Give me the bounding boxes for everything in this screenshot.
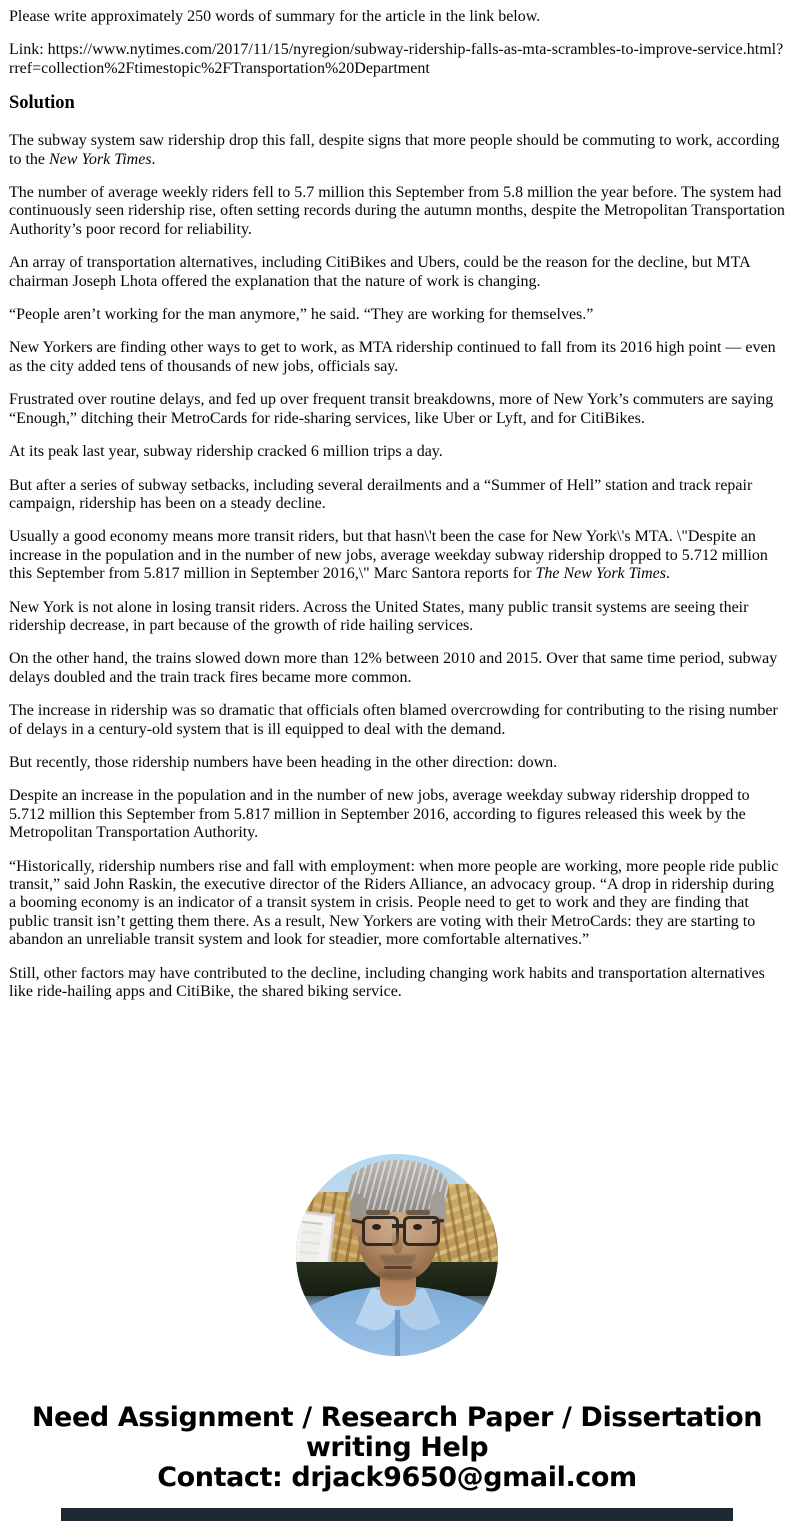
author-photo-wrap xyxy=(296,1154,498,1356)
publication-name-italic: The New York Times xyxy=(535,565,666,583)
paragraph-text: “People aren’t working for the man anymore,” he said. “They are working for themselves.” xyxy=(9,306,594,324)
eyebrow-right xyxy=(406,1210,430,1215)
article-paragraph xyxy=(9,754,785,772)
publication-name-italic: New York Times xyxy=(49,150,152,168)
article-paragraph xyxy=(9,132,785,169)
article-paragraph xyxy=(9,528,785,583)
paragraph-text: Despite an increase in the population and in the number of new jobs, average weekday subway ridership dropped to 5.712 million this September from 5.817 million in September 2016, according to figures released this week by the Metropolitan Transportation Authority. xyxy=(9,787,750,842)
article-paragraph xyxy=(9,391,785,428)
article-paragraph xyxy=(9,965,785,1002)
article-paragraph xyxy=(9,599,785,636)
article-paragraph xyxy=(9,702,785,739)
mouth xyxy=(384,1266,412,1269)
paragraph-text: But after a series of subway setbacks, including several derailments and a “Summer of Hell” station and track repair campaign, ridership has been on a steady decline. xyxy=(9,476,753,512)
article-link-url[interactable]: Link: https://www.nytimes.com/2017/11/15/nyregion/subway-ridership-falls-as-mta-scrambles-to-improve-service.html?rref=collection%2Ftimestopic%2FTransportation%20Department xyxy=(9,41,784,77)
paragraph-text: . xyxy=(665,565,670,583)
paragraph-text: The number of average weekly riders fell to 5.7 million this September from 5.8 million the year before. The system had continuously seen ridership rise, often setting records during the autumn months, despite the Metropolitan Transportation Authority’s poor record for reliability. xyxy=(9,184,785,238)
shirt-placket xyxy=(395,1310,400,1356)
article-paragraph xyxy=(9,306,785,324)
paragraph-text: The subway system saw ridership drop this fall, despite signs that more people should be commuting to work, according to the xyxy=(9,132,780,168)
article-paragraph xyxy=(9,254,785,291)
paragraph-text: New Yorkers are finding other ways to get to work, as MTA ridership continued to fall from its 2016 high point — even as the city added tens of thousands of new jobs, officials say. xyxy=(9,339,776,375)
bottom-bar xyxy=(61,1508,733,1521)
footer-help-text: Need Assignment / Research Paper / Dissertation writing Help xyxy=(31,1402,763,1464)
paragraph-text: Usually a good economy means more transit riders, but that hasn\'t been the case for New York\'s MTA. \"Despite an increase in the population and in the number of new jobs, average weekday subway ridership dropped to 5.712 million this September from 5.817 million in September 2016,\" Marc Santora reports for xyxy=(9,528,768,583)
paragraph-text: Still, other factors may have contributed to the decline, including changing work habits and transportation alternatives like ride-hailing apps and CitiBike, the shared biking service. xyxy=(9,964,765,1001)
paragraph-text: An array of transportation alternatives, including CitiBikes and Ubers, could be the reason for the decline, but MTA chairman Joseph Lhota offered the explanation that the nature of work is changing. xyxy=(9,254,750,290)
article-paragraph xyxy=(9,787,785,842)
solution-heading: Solution xyxy=(9,93,75,114)
article-paragraph xyxy=(9,477,785,514)
paragraph-text: . xyxy=(151,150,156,168)
article xyxy=(9,8,785,1001)
eyebrow-left xyxy=(366,1210,390,1215)
footer-contact-email[interactable]: Contact: drjack9650@gmail.com xyxy=(157,1462,637,1494)
prompt-text: Please write approximately 250 words of summary for the article in the link below. xyxy=(9,8,541,25)
article-paragraph xyxy=(9,339,785,376)
paragraph-text: New York is not alone in losing transit riders. Across the United States, many public transit systems are seeing their ridership decrease, in part because of the growth of ride hailing services. xyxy=(9,598,749,634)
article-paragraph xyxy=(9,443,785,461)
paragraph-text: At its peak last year, subway ridership cracked 6 million trips a day. xyxy=(9,443,443,461)
article-paragraph xyxy=(9,858,785,950)
paragraph-text: On the other hand, the trains slowed down more than 12% between 2010 and 2015. Over that same time period, subway delays doubled and the train track fires became more common. xyxy=(9,650,778,686)
article-paragraphs xyxy=(9,132,785,1001)
footer-banner xyxy=(27,1403,767,1493)
article-paragraph xyxy=(9,650,785,687)
author-photo xyxy=(296,1154,498,1356)
paragraph-text: But recently, those ridership numbers have been heading in the other direction: down. xyxy=(9,753,558,771)
paragraph-text: The increase in ridership was so dramatic that officials often blamed overcrowding for contributing to the rising number of delays in a century-old system that is ill equipped to deal with the demand. xyxy=(9,702,778,738)
paragraph-text: Frustrated over routine delays, and fed up over frequent transit breakdowns, more of New York’s commuters are saying “Enough,” ditching their MetroCards for ride-sharing services, like Uber or Lyft, and for CitiBikes. xyxy=(9,391,774,427)
paragraph-text: “Historically, ridership numbers rise and fall with employment: when more people are working, more people ride public transit,” said John Raskin, the executive director of the Riders Alliance, an advocacy group. “A drop in ridership during a booming economy is an indicator of a transit system in crisis. People need to get to work and they are finding that public transit isn’t getting them there. As a result, New Yorkers are voting with their MetroCards: they are starting to abandon an unreliable transit system and look for steadier, more comfortable alternatives.” xyxy=(9,857,779,949)
article-paragraph xyxy=(9,184,785,239)
